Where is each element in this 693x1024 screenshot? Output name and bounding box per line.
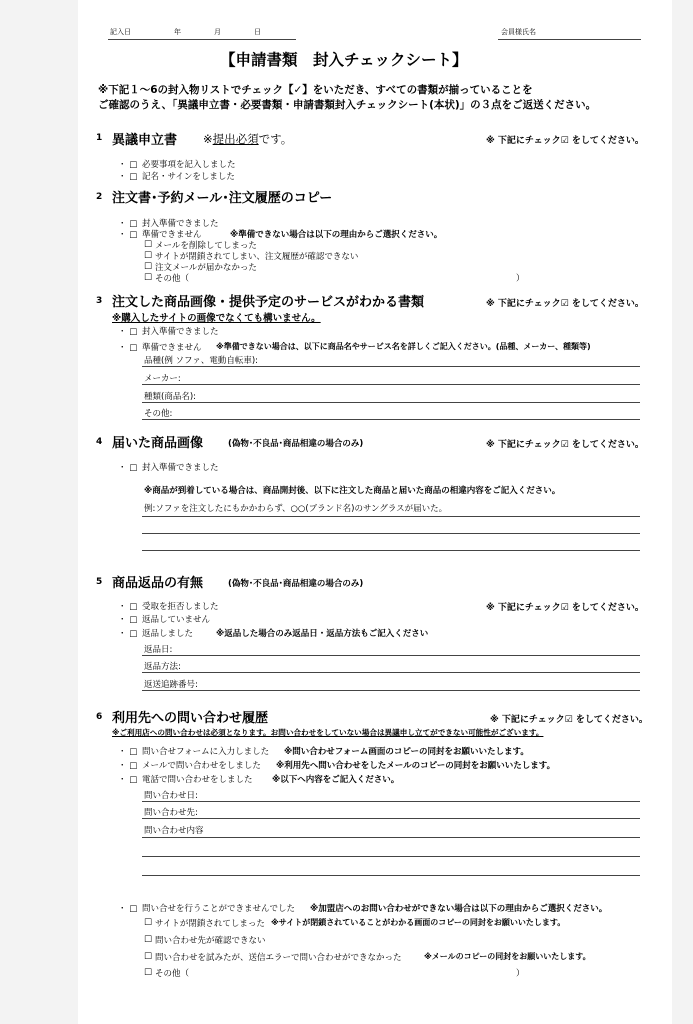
section-1-number: 1 bbox=[96, 133, 103, 143]
section-1-check-note: ※ 下記にチェック☑ をしてください。 bbox=[486, 136, 644, 146]
section-4-example: 例:ソファを注文したにもかかわらず、○○(ブランド名)のサングラスが届いた。 bbox=[144, 504, 448, 514]
section-6-checkbox-2[interactable]: ・ □ bbox=[118, 761, 138, 771]
section-1-item-2: 記名・サインをしました bbox=[142, 172, 235, 182]
section-2-checkbox-2[interactable]: ・ □ bbox=[118, 230, 138, 240]
section-3-field-4: その他: bbox=[144, 409, 173, 419]
section-6-item-2-note: ※利用先へ問い合わせをしたメールのコピーの同封をお願いいたします。 bbox=[276, 761, 556, 771]
section-6-item-3: 電話で問い合わせをしました bbox=[142, 775, 253, 785]
section-2-reason-4-checkbox[interactable]: □ bbox=[144, 272, 153, 282]
section-3-field-2: メーカー: bbox=[144, 374, 181, 384]
section-4-checkbox-1[interactable]: ・ □ bbox=[118, 463, 138, 473]
section-6-field-3: 問い合わせ内容 bbox=[144, 826, 204, 836]
intro-line-1: ※下記１～6の封入物リストでチェック【✓】をいただき、すべての書類が揃っていることを bbox=[98, 84, 533, 96]
section-5-field-1: 返品日: bbox=[144, 645, 173, 655]
section-6-reason-3-checkbox[interactable]: □ bbox=[144, 951, 153, 961]
section-3-item-1: 封入準備できました bbox=[142, 327, 219, 337]
section-2-reason-4: その他（ bbox=[155, 274, 190, 284]
section-6-reason-1: サイトが閉鎖されてしまった bbox=[155, 919, 265, 929]
section-3-field-1-line bbox=[142, 366, 640, 367]
section-1-item-1: 必要事項を記入しました bbox=[142, 160, 236, 170]
section-6-reason-1-checkbox[interactable]: □ bbox=[144, 917, 153, 927]
section-5-item-1: 受取を拒否しました bbox=[142, 602, 219, 612]
section-3-check-note: ※ 下記にチェック☑ をしてください。 bbox=[486, 299, 644, 309]
section-3-title: 注文した商品画像・提供予定のサービスがわかる書類 bbox=[112, 295, 425, 310]
section-6-field-2-line bbox=[142, 818, 640, 819]
section-6-field-1: 問い合わせ日: bbox=[144, 791, 198, 801]
section-3-field-4-line bbox=[142, 419, 640, 420]
section-5-returned-note: ※返品した場合のみ返品日・返品方法もご記入ください bbox=[216, 629, 429, 639]
section-6-subnote: ※ご利用店への問い合わせは必須となります。お問い合わせをしていない場合は異議申し立てができない可能性がございます。 bbox=[112, 728, 544, 737]
section-2-item-2-note: ※準備できない場合は以下の理由からご選択ください。 bbox=[230, 230, 443, 240]
section-4-title-suffix: (偽物･不良品･商品相違の場合のみ) bbox=[228, 439, 364, 449]
section-2-reason-3-checkbox[interactable]: □ bbox=[144, 261, 153, 271]
section-3-field-3: 種類(商品名): bbox=[144, 392, 196, 402]
section-5-field-2: 返品方法: bbox=[144, 662, 181, 672]
date-underline bbox=[108, 39, 296, 40]
section-1-required-note: ※提出必須です。 bbox=[203, 132, 293, 146]
section-3-item-2: 準備できません bbox=[142, 343, 202, 353]
section-5-check-note: ※ 下記にチェック☑ をしてください。 bbox=[486, 603, 644, 613]
section-4-number: 4 bbox=[96, 437, 103, 447]
section-6-reason-2: 問い合わせ先が確認できない bbox=[155, 936, 266, 946]
section-6-number: 6 bbox=[96, 712, 103, 722]
section-4-note: ※商品が到着している場合は、商品開封後、以下に注文した商品と届いた商品の相違内容をご記入ください。 bbox=[144, 486, 561, 496]
section-5-item-3: 返品しました bbox=[142, 629, 194, 639]
section-2-number: 2 bbox=[96, 192, 103, 202]
section-6-reason-3: 問い合わせを試みたが、送信エラーで問い合わせができなかった bbox=[155, 953, 402, 963]
section-6-field-2: 問い合わせ先: bbox=[144, 808, 198, 818]
intro-line-2: ご確認のうえ、「異議申立書・必要書類・申請書類封入チェックシート(本状)」の３点をご返送ください。 bbox=[98, 99, 597, 111]
section-6-close-paren: ） bbox=[516, 969, 525, 979]
date-label: 記入日 bbox=[110, 28, 131, 36]
section-6-title: 利用先への問い合わせ履歴 bbox=[112, 711, 269, 726]
year-label: 年 bbox=[174, 28, 181, 36]
section-5-field-3-line bbox=[142, 690, 640, 691]
section-6-field-1-line bbox=[142, 801, 640, 802]
section-1-title: 異議申立書 bbox=[112, 133, 178, 148]
section-6-reason-4: その他（ bbox=[155, 969, 190, 979]
page-title: 【申請書類 封入チェックシート】 bbox=[220, 51, 468, 69]
section-2-reason-3: 注文メールが届かなかった bbox=[155, 263, 257, 273]
section-5-title-suffix: (偽物･不良品･商品相違の場合のみ) bbox=[228, 579, 364, 589]
section-6-item-2: メールで問い合わせをしました bbox=[142, 761, 261, 771]
section-6-reason-3-note: ※メールのコピーの同封をお願いいたします。 bbox=[424, 952, 591, 961]
section-4-line-3 bbox=[142, 550, 640, 551]
section-3-number: 3 bbox=[96, 296, 103, 306]
day-label: 日 bbox=[254, 28, 261, 36]
section-5-checkbox-3[interactable]: ・ □ bbox=[118, 629, 138, 639]
section-2-checkbox-1[interactable]: ・ □ bbox=[118, 219, 138, 229]
section-4-title: 届いた商品画像 bbox=[112, 436, 204, 451]
section-2-reason-2-checkbox[interactable]: □ bbox=[144, 250, 153, 260]
section-3-subnote: ※購入したサイトの画像でなくても構いません。 bbox=[112, 313, 321, 324]
section-6-reason-1-note: ※サイトが閉鎖されていることがわかる画面のコピーの同封をお願いいたします。 bbox=[271, 918, 566, 927]
section-2-reason-1: メールを削除してしまった bbox=[155, 241, 257, 251]
section-6-reason-4-checkbox[interactable]: □ bbox=[144, 967, 153, 977]
section-6-checkbox-1[interactable]: ・ □ bbox=[118, 747, 138, 757]
section-2-item-2: 準備できません bbox=[142, 230, 202, 240]
section-6-item-1: 問い合せフォームに入力しました bbox=[142, 747, 270, 757]
section-6-checkbox-3[interactable]: ・ □ bbox=[118, 775, 138, 785]
section-2-title: 注文書･予約メール･注文履歴のコピー bbox=[112, 191, 333, 206]
section-6-item-4-note: ※加盟店へのお問い合わせができない場合は以下の理由からご選択ください。 bbox=[310, 904, 608, 914]
section-5-checkbox-1[interactable]: ・ □ bbox=[118, 602, 138, 612]
section-5-field-2-line bbox=[142, 672, 640, 673]
section-3-field-3-line bbox=[142, 402, 640, 403]
section-1-checkbox-2[interactable]: ・ □ bbox=[118, 172, 138, 182]
section-6-line-2 bbox=[142, 856, 640, 857]
section-6-item-1-note: ※問い合わせフォーム画面のコピーの同封をお願いいたします。 bbox=[284, 747, 529, 757]
section-6-item-3-note: ※以下へ内容をご記入ください。 bbox=[272, 775, 400, 785]
section-4-item-1: 封入準備できました bbox=[142, 463, 219, 473]
section-3-checkbox-2[interactable]: ・ □ bbox=[118, 343, 138, 353]
section-2-reason-2: サイトが閉鎖されてしまい、注文履歴が確認できない bbox=[155, 252, 359, 262]
section-1-checkbox-1[interactable]: ・ □ bbox=[118, 160, 138, 170]
section-5-item-2: 返品していません bbox=[142, 615, 211, 625]
section-4-line-2 bbox=[142, 533, 640, 534]
section-3-field-1: 品種(例 ソファ、電動自転車): bbox=[144, 356, 259, 366]
month-label: 月 bbox=[214, 28, 221, 36]
member-name-label: 会員様氏名 bbox=[501, 28, 536, 36]
section-6-reason-2-checkbox[interactable]: □ bbox=[144, 934, 153, 944]
section-4-line-1 bbox=[142, 516, 640, 517]
section-3-item-2-note: ※準備できない場合は、以下に商品名やサービス名を詳しくご記入ください。(品種、メーカー、種類等) bbox=[216, 342, 591, 351]
section-6-line-3 bbox=[142, 875, 640, 876]
section-2-reason-1-checkbox[interactable]: □ bbox=[144, 239, 153, 249]
section-2-item-1: 封入準備できました bbox=[142, 219, 219, 229]
section-5-field-3: 返送追跡番号: bbox=[144, 680, 198, 690]
section-6-line-1 bbox=[142, 837, 640, 838]
section-5-field-1-line bbox=[142, 655, 640, 656]
document-page bbox=[78, 0, 672, 1024]
section-5-checkbox-2[interactable]: ・ □ bbox=[118, 615, 138, 625]
section-6-item-4: 問い合せを行うことができませんでした bbox=[142, 904, 296, 914]
section-3-field-2-line bbox=[142, 384, 640, 385]
name-underline bbox=[498, 39, 641, 40]
section-6-check-note: ※ 下記にチェック☑ をしてください。 bbox=[490, 715, 648, 725]
section-5-title: 商品返品の有無 bbox=[112, 576, 204, 591]
section-6-checkbox-4[interactable]: ・ □ bbox=[118, 904, 138, 914]
section-2-close-paren: ） bbox=[516, 274, 525, 284]
section-3-checkbox-1[interactable]: ・ □ bbox=[118, 327, 138, 337]
section-5-number: 5 bbox=[96, 577, 103, 587]
section-4-check-note: ※ 下記にチェック☑ をしてください。 bbox=[486, 440, 644, 450]
